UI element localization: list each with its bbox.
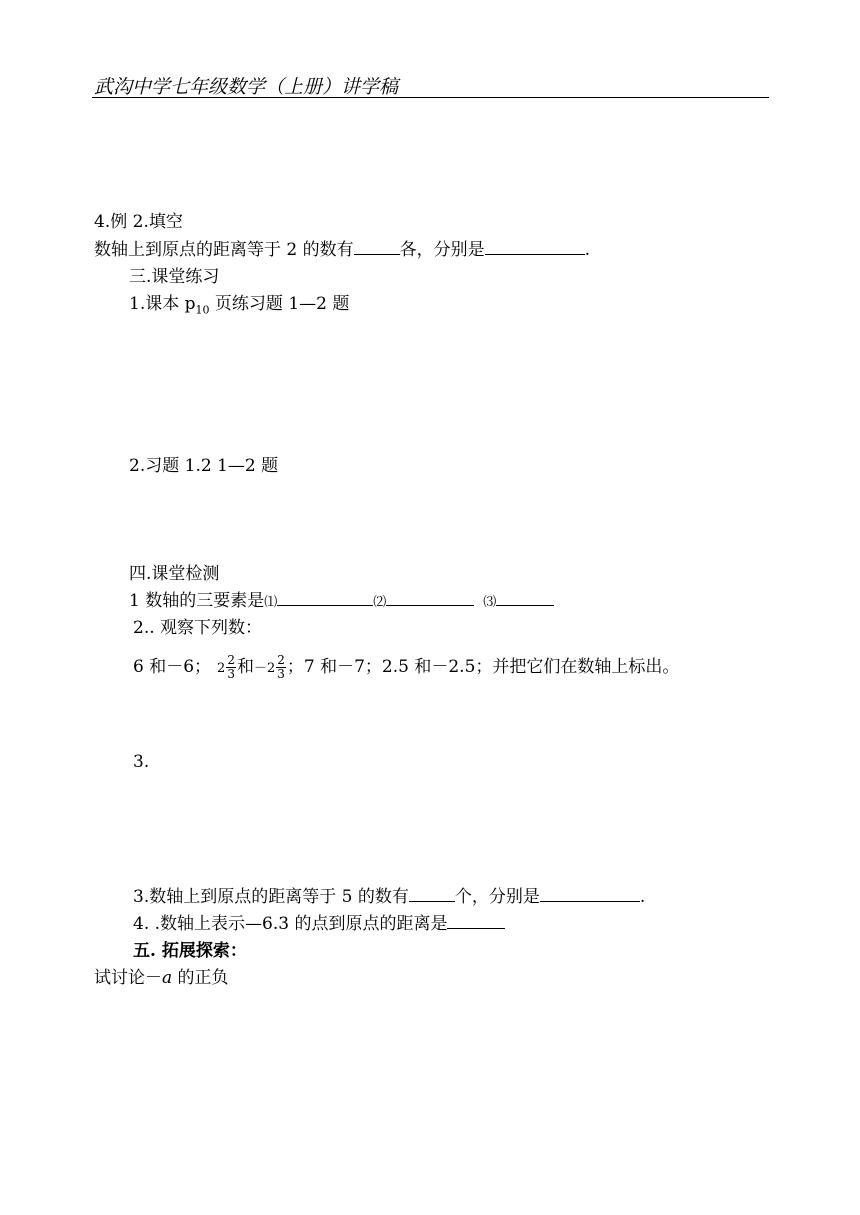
example2-question-part-b: 各，分别是: [399, 240, 485, 260]
fraction-denominator: 3: [277, 667, 285, 681]
answer-blank[interactable]: [386, 591, 474, 606]
q3b-part-a: 3.数轴上到原点的距离等于 5 的数有: [133, 887, 409, 907]
section3-item1-sub: 10: [195, 303, 210, 317]
answer-blank[interactable]: [409, 887, 455, 902]
answer-blank[interactable]: [277, 591, 373, 606]
q2-whole-2: －2: [253, 661, 276, 676]
document-header-title: 武沟中学七年级数学（上册）讲学稿: [94, 76, 399, 98]
fraction-two-thirds: [226, 654, 236, 681]
example2-question: [94, 240, 590, 260]
section5-title: 五. 拓展探索：: [133, 941, 247, 961]
section4-q1-text: 1 数轴的三要素是: [129, 591, 265, 611]
q3b-part-b: 个，分别是: [454, 887, 540, 907]
section3-item1: [129, 294, 349, 320]
section3-item1-b: 页练习题 1—2 题: [209, 294, 350, 314]
fraction-two-thirds: [276, 654, 286, 681]
section4-q3b: [133, 887, 645, 907]
section4-q1: [129, 591, 554, 613]
header-rule: [92, 97, 769, 98]
q2-nums-part-a: 6 和－6；: [133, 657, 212, 677]
fraction-denominator: 3: [227, 667, 235, 681]
blank-marker-3: ⑶: [483, 595, 497, 610]
example2-question-end: .: [584, 240, 591, 260]
section3-item2: 2.习题 1.2 1—2 题: [129, 456, 279, 476]
q2-and: 和: [236, 657, 254, 677]
section4-title: 四.课堂检测: [129, 564, 220, 584]
answer-blank[interactable]: [354, 240, 400, 255]
section5-text-a: 试讨论－: [94, 968, 162, 988]
q4-text: 4. .数轴上表示—6.3 的点到原点的距离是: [133, 914, 448, 934]
blank-marker-1: ⑴: [264, 595, 278, 610]
section5-text-b: 的正负: [172, 968, 229, 988]
q3b-end: .: [639, 887, 646, 907]
section3-item1-a: 1.课本 p: [129, 294, 196, 314]
fraction-numerator: 2: [227, 653, 235, 667]
fraction-numerator: 2: [277, 653, 285, 667]
q2-whole-1: 2: [217, 661, 226, 676]
section3-title: 三.课堂练习: [129, 267, 220, 287]
q2-nums-part-b: ；7 和－7；2.5 和－2.5；并把它们在数轴上标出。: [286, 657, 680, 677]
answer-blank[interactable]: [540, 887, 640, 902]
answer-blank[interactable]: [485, 240, 585, 255]
section4-q2-label: 2.. 观察下列数：: [133, 618, 263, 638]
answer-blank[interactable]: [447, 914, 505, 929]
section5-variable: a: [162, 968, 173, 988]
section4-q2-numbers: [133, 654, 679, 681]
example2-question-part-a: 数轴上到原点的距离等于 2 的数有: [94, 240, 354, 260]
blank-marker-2: ⑵: [373, 595, 387, 610]
section4-q3-label: 3.: [133, 752, 150, 772]
answer-blank[interactable]: [496, 591, 554, 606]
section4-q4: [133, 914, 505, 934]
example2-heading: 4.例 2.填空: [94, 212, 183, 232]
section5-text: [94, 968, 229, 988]
